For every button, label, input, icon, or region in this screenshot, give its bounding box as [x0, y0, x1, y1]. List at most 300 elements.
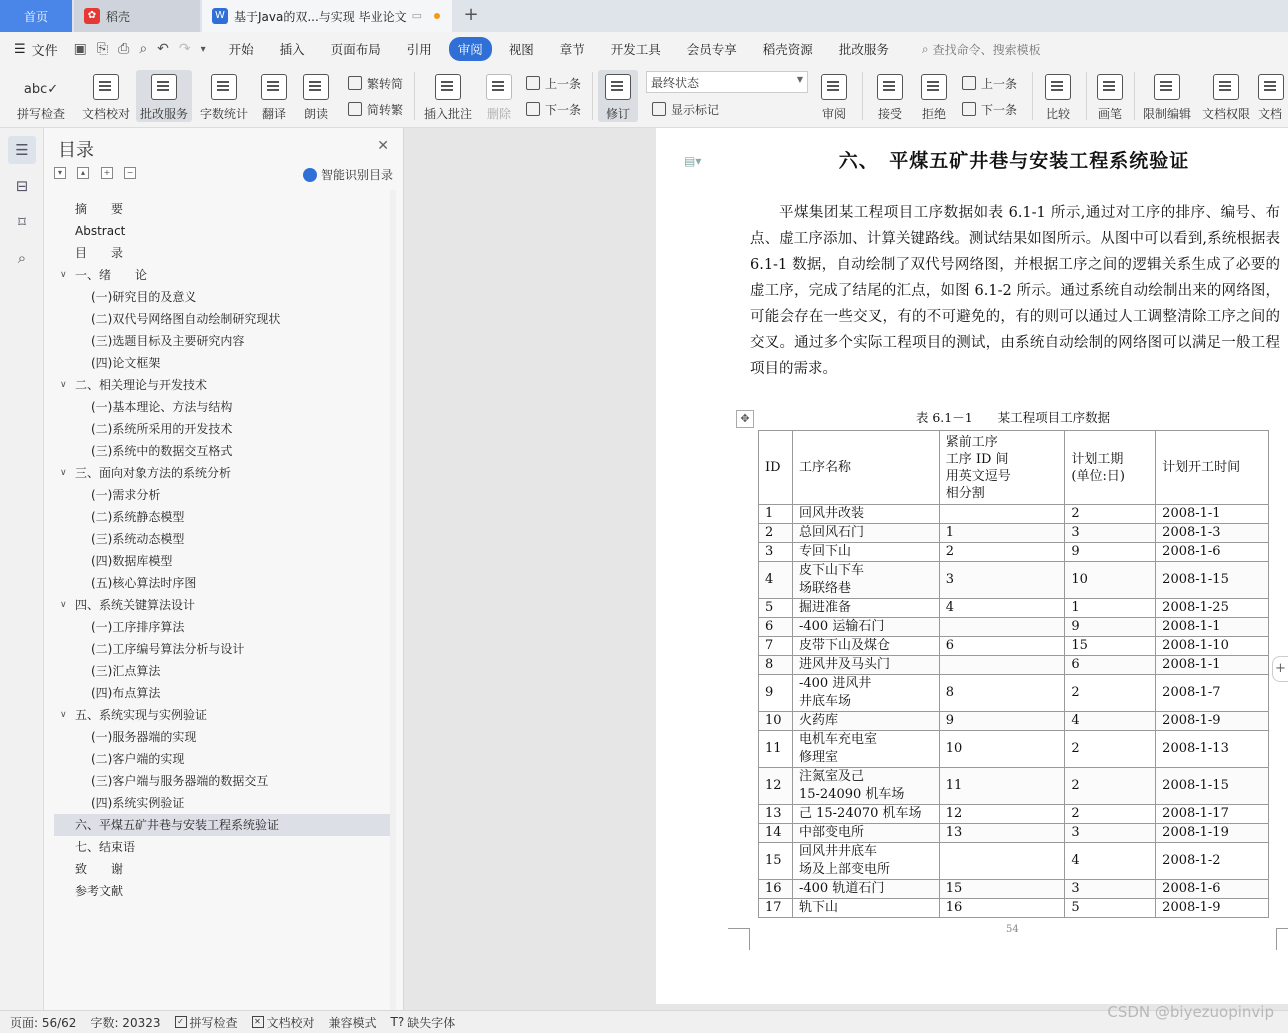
close-icon[interactable]: ✕ — [377, 138, 389, 154]
review-pane-label: 审阅 — [821, 107, 846, 121]
pen-label: 画笔 — [1097, 107, 1122, 121]
document-canvas — [404, 128, 1288, 1010]
tab-bar — [0, 0, 1288, 32]
toc-list — [54, 198, 398, 902]
prev-comment-button[interactable] — [526, 72, 581, 94]
chevron-down-icon[interactable]: ∨ — [60, 270, 67, 280]
track-changes-label: 修订 — [605, 107, 630, 121]
table-row — [759, 543, 1269, 562]
track-changes-icon — [605, 74, 631, 100]
checkbox-icon: ✓ — [175, 1016, 187, 1028]
table-cell[interactable]: 2008-1-13 — [1156, 731, 1269, 768]
toc-item[interactable] — [54, 858, 398, 880]
table-header-cell: 工序名称 — [792, 431, 939, 505]
word-count-label: 字数统计 — [199, 107, 248, 121]
font-warning-icon: T? — [390, 1015, 405, 1029]
table-header-cell: 计划开工时间 — [1156, 431, 1269, 505]
tab-document[interactable] — [202, 0, 452, 32]
table-cell[interactable]: 注氮室及己 15-24090 机车场 — [792, 768, 939, 805]
toc-item-label: 目 录 — [75, 246, 124, 260]
table-cell[interactable]: 电机车充电室 修理室 — [792, 731, 939, 768]
tab-daoke[interactable] — [74, 0, 200, 32]
review-pane-button[interactable] — [814, 70, 854, 122]
file-menu[interactable] — [14, 40, 58, 59]
remove-heading-icon[interactable]: − — [124, 167, 136, 179]
table-cell[interactable]: 回风井井底车 场及上部变电所 — [792, 843, 939, 880]
table-cell[interactable]: 1 — [1065, 599, 1156, 618]
table-cell[interactable]: 9 — [1065, 618, 1156, 637]
ribbon-divider — [862, 72, 863, 120]
reject-button[interactable] — [914, 70, 954, 122]
toc-item[interactable] — [54, 638, 398, 660]
table-cell[interactable]: -400 进风井 井底车场 — [792, 675, 939, 712]
accept-button[interactable] — [870, 70, 910, 122]
delete-comment-button[interactable] — [480, 70, 518, 122]
table-cell[interactable]: 4 — [1065, 712, 1156, 731]
table-cell[interactable]: 2 — [1065, 805, 1156, 824]
ribbon-divider — [1134, 72, 1135, 120]
toc-item[interactable] — [54, 528, 398, 550]
table-cell[interactable]: 6 — [759, 618, 793, 637]
table-cell[interactable]: -400 运输石门 — [792, 618, 939, 637]
next-change-icon — [962, 102, 976, 116]
toc-item-label: (一)研究目的及意义 — [91, 290, 197, 304]
toc-item[interactable] — [54, 220, 398, 242]
table-cell[interactable]: 2008-1-9 — [1156, 712, 1269, 731]
menu-item[interactable]: 插入 — [279, 42, 305, 57]
table-cell[interactable]: 3 — [1065, 880, 1156, 899]
new-tab-button[interactable]: + — [463, 4, 479, 25]
compare-icon — [1045, 74, 1071, 100]
compare-button[interactable] — [1038, 70, 1078, 122]
toc-item-label: (二)工序编号算法分析与设计 — [91, 642, 245, 656]
table-cell[interactable]: 4 — [939, 599, 1065, 618]
table-cell[interactable]: 13 — [939, 824, 1065, 843]
toc-item[interactable] — [54, 242, 398, 264]
table-cell[interactable]: 2008-1-17 — [1156, 805, 1269, 824]
tab-home[interactable] — [0, 0, 72, 32]
display-state-value: 最终状态 — [651, 76, 700, 90]
command-search[interactable] — [922, 41, 1041, 58]
toc-pane-icon[interactable]: ☰ — [8, 136, 36, 164]
table-cell[interactable]: 8 — [939, 675, 1065, 712]
undo-icon[interactable]: ↶ — [157, 41, 169, 57]
table-cell[interactable]: 进风井及马头门 — [792, 656, 939, 675]
table-cell[interactable]: 15 — [1065, 637, 1156, 656]
menu-bar — [0, 32, 1288, 66]
toc-item[interactable] — [54, 330, 398, 352]
toc-item-label: (三)汇点算法 — [91, 664, 161, 678]
toc-item[interactable] — [54, 594, 398, 616]
table-cell[interactable]: 6 — [939, 637, 1065, 656]
menu-item[interactable]: 章节 — [559, 42, 585, 57]
table-cell[interactable]: 16 — [759, 880, 793, 899]
table-cell[interactable]: 2008-1-2 — [1156, 843, 1269, 880]
toc-scrollbar[interactable] — [390, 190, 396, 1010]
track-changes-button[interactable] — [598, 70, 638, 122]
bookmark-icon[interactable]: ⌑ — [18, 213, 26, 231]
compat-mode: 兼容模式 — [328, 1015, 377, 1030]
next-change-button[interactable] — [962, 98, 1017, 120]
toc-item-label: (二)客户端的实现 — [91, 752, 185, 766]
writer-doc-icon: W — [212, 8, 228, 24]
table-row — [759, 880, 1269, 899]
proof-icon: ✕ — [252, 1016, 264, 1028]
tab-daoke-label: 稻壳 — [106, 9, 131, 24]
menu-item[interactable]: 引用 — [406, 42, 432, 57]
table-cell[interactable]: 2008-1-6 — [1156, 880, 1269, 899]
table-cell[interactable]: 1 — [939, 524, 1065, 543]
table-cell[interactable]: 火药库 — [792, 712, 939, 731]
table-cell[interactable]: 2008-1-10 — [1156, 637, 1269, 656]
table-cell[interactable]: 3 — [939, 562, 1065, 599]
translate-button[interactable] — [256, 70, 292, 122]
simp-to-trad-button[interactable] — [348, 98, 403, 120]
add-side-icon[interactable]: + — [1272, 656, 1288, 682]
table-cell[interactable]: 2008-1-15 — [1156, 562, 1269, 599]
toc-item[interactable] — [54, 660, 398, 682]
toc-item-label: (三)系统动态模型 — [91, 532, 185, 546]
table-cell[interactable]: 10 — [759, 712, 793, 731]
toc-item[interactable] — [54, 726, 398, 748]
toc-item-label: (四)布点算法 — [91, 686, 161, 700]
table-cell[interactable]: 7 — [759, 637, 793, 656]
chevron-down-icon[interactable]: ∨ — [60, 600, 67, 610]
collapse-all-icon[interactable]: ▾ — [54, 167, 66, 179]
watermark: CSDN @biyezuopinvip — [1107, 1003, 1274, 1021]
table-row — [759, 768, 1269, 805]
toc-item-label: 摘 要 — [75, 202, 124, 216]
table-cell[interactable]: 2008-1-6 — [1156, 543, 1269, 562]
pen-button[interactable] — [1092, 70, 1128, 122]
table-cell[interactable]: 2008-1-1 — [1156, 656, 1269, 675]
trad-simp-icon — [348, 76, 362, 90]
toc-item[interactable] — [54, 616, 398, 638]
read-aloud-label: 朗读 — [303, 107, 328, 121]
ai-icon — [303, 168, 317, 182]
menu-item[interactable]: 开始 — [228, 42, 254, 57]
table-cell[interactable]: 轨下山 — [792, 899, 939, 918]
table-row — [759, 712, 1269, 731]
data-table — [758, 430, 1269, 918]
toc-item[interactable] — [54, 682, 398, 704]
word-count-icon — [211, 74, 237, 100]
search-icon: ⌕ — [921, 41, 929, 56]
table-cell[interactable]: 12 — [939, 805, 1065, 824]
save-icon[interactable]: ▣ — [73, 41, 87, 57]
ribbon-divider — [592, 72, 593, 120]
table-cell[interactable]: 12 — [759, 768, 793, 805]
table-cell[interactable]: 6 — [1065, 656, 1156, 675]
toc-item[interactable] — [54, 770, 398, 792]
status-proof-label: 文档校对 — [266, 1015, 315, 1030]
table-cell[interactable]: 2008-1-15 — [1156, 768, 1269, 805]
toc-item[interactable] — [54, 792, 398, 814]
table-cell[interactable]: 2008-1-19 — [1156, 824, 1269, 843]
table-cell[interactable]: 中部变电所 — [792, 824, 939, 843]
smart-toc-button[interactable] — [303, 166, 393, 183]
table-row — [759, 599, 1269, 618]
doc-proof-label: 文档校对 — [81, 107, 130, 121]
delete-comment-label: 删除 — [486, 107, 511, 121]
toc-item-label: (二)双代号网络图自动绘制研究现状 — [91, 312, 281, 326]
doc-rights-icon — [1213, 74, 1239, 100]
table-row — [759, 843, 1269, 880]
toc-item[interactable] — [54, 836, 398, 858]
chevron-down-icon[interactable]: ∨ — [60, 468, 67, 478]
toc-item[interactable] — [54, 308, 398, 330]
table-cell[interactable]: 2 — [1065, 731, 1156, 768]
table-cell[interactable]: 10 — [1065, 562, 1156, 599]
correct-service-button[interactable] — [136, 70, 192, 122]
table-cell[interactable]: 8 — [759, 656, 793, 675]
toc-item[interactable] — [54, 264, 398, 286]
toc-item[interactable] — [54, 374, 398, 396]
page-number: 54 — [1006, 924, 1019, 935]
toc-item[interactable] — [54, 462, 398, 484]
table-cell[interactable]: 9 — [1065, 543, 1156, 562]
toc-item-label: 参考文献 — [75, 884, 124, 898]
table-cell[interactable]: 2 — [1065, 675, 1156, 712]
toc-panel — [44, 128, 404, 1010]
next-comment-icon — [526, 102, 540, 116]
table-cell[interactable] — [939, 656, 1065, 675]
toc-item-label: (五)核心算法时序图 — [91, 576, 197, 590]
toc-item[interactable] — [54, 198, 398, 220]
show-marks-button[interactable] — [652, 98, 719, 120]
table-cell[interactable]: 9 — [759, 675, 793, 712]
table-cell[interactable] — [939, 843, 1065, 880]
smart-toc-label: 智能识别目录 — [320, 168, 393, 182]
prev-change-button[interactable] — [962, 72, 1017, 94]
simp-trad-icon — [348, 102, 362, 116]
ribbon-divider — [1086, 72, 1087, 120]
unsaved-dot-icon — [434, 13, 440, 19]
spell-check-button[interactable] — [10, 70, 72, 122]
accept-label: 接受 — [877, 107, 902, 121]
document-page — [656, 128, 1288, 1004]
menu-item[interactable]: 审阅 — [449, 37, 492, 61]
table-cell[interactable]: 掘进准备 — [792, 599, 939, 618]
table-cell[interactable]: 9 — [939, 712, 1065, 731]
expand-up-icon[interactable]: ▴ — [77, 167, 89, 179]
print-icon[interactable]: ⎙ — [118, 41, 130, 57]
prev-comment-label: 上一条 — [545, 76, 582, 91]
toc-item[interactable] — [54, 484, 398, 506]
toc-item-label: (三)系统中的数据交互格式 — [91, 444, 233, 458]
read-aloud-icon — [303, 74, 329, 100]
table-cell[interactable]: 15 — [939, 880, 1065, 899]
status-spell-check[interactable] — [175, 1014, 238, 1031]
menu-item[interactable]: 会员专享 — [686, 42, 737, 57]
ribbon-divider — [414, 72, 415, 120]
read-aloud-button[interactable] — [298, 70, 334, 122]
table-cell[interactable]: 1 — [759, 505, 793, 524]
toc-item[interactable] — [54, 572, 398, 594]
menu-item[interactable]: 开发工具 — [610, 42, 661, 57]
more-chevron-icon[interactable]: ▾ — [200, 43, 206, 55]
table-move-handle-icon[interactable]: ✥ — [736, 410, 754, 428]
doc-more-button[interactable] — [1258, 70, 1288, 122]
restrict-edit-button[interactable] — [1140, 70, 1194, 122]
table-cell[interactable]: 2 — [939, 543, 1065, 562]
table-cell[interactable]: 2008-1-3 — [1156, 524, 1269, 543]
toc-item[interactable] — [54, 506, 398, 528]
hamburger-icon: ☰ — [14, 41, 26, 57]
table-cell[interactable]: 5 — [759, 599, 793, 618]
toc-item[interactable] — [54, 286, 398, 308]
table-cell[interactable]: 2008-1-1 — [1156, 505, 1269, 524]
menu-item[interactable]: 批改服务 — [838, 42, 889, 57]
insert-comment-button[interactable] — [422, 70, 474, 122]
toc-item-label: (四)论文框架 — [91, 356, 161, 370]
word-count[interactable]: 字数: 20323 — [90, 1015, 161, 1030]
display-state-select[interactable] — [646, 71, 808, 93]
table-cell[interactable]: 2008-1-9 — [1156, 899, 1269, 918]
doc-rights-button[interactable] — [1198, 70, 1254, 122]
doc-rights-label: 文档权限 — [1201, 107, 1250, 121]
toc-item[interactable] — [54, 880, 398, 902]
delete-comment-icon — [486, 74, 512, 100]
table-cell[interactable]: 14 — [759, 824, 793, 843]
toc-item-label: 三、面向对象方法的系统分析 — [75, 466, 232, 480]
toc-item-label: 七、结束语 — [75, 840, 136, 854]
table-cell[interactable]: 2008-1-25 — [1156, 599, 1269, 618]
insert-comment-label: 插入批注 — [423, 107, 472, 121]
reject-label: 拒绝 — [921, 107, 946, 121]
table-cell[interactable]: 11 — [759, 731, 793, 768]
table-row — [759, 656, 1269, 675]
spell-check-label: 拼写检查 — [16, 107, 65, 121]
table-cell[interactable]: 总回风石门 — [792, 524, 939, 543]
table-row — [759, 618, 1269, 637]
table-cell[interactable]: 2 — [1065, 505, 1156, 524]
chevron-down-icon[interactable]: ∨ — [60, 380, 67, 390]
toc-item[interactable] — [54, 396, 398, 418]
table-row — [759, 505, 1269, 524]
toc-item[interactable] — [54, 418, 398, 440]
table-cell[interactable]: 10 — [939, 731, 1065, 768]
correct-service-label: 批改服务 — [139, 107, 188, 121]
toc-item[interactable] — [54, 704, 398, 726]
toc-item-label: 四、系统关键算法设计 — [75, 598, 196, 612]
prev-change-label: 上一条 — [981, 76, 1018, 91]
table-caption: 表 6.1－1 某工程项目工序数据 — [915, 410, 1111, 425]
toc-item[interactable] — [54, 748, 398, 770]
table-row — [759, 824, 1269, 843]
print-preview-icon[interactable]: ⌕ — [139, 41, 148, 57]
table-cell[interactable]: 4 — [759, 562, 793, 599]
table-cell[interactable]: 4 — [1065, 843, 1156, 880]
toc-item-label: 二、相关理论与开发技术 — [75, 378, 208, 392]
table-cell[interactable]: 回风井改装 — [792, 505, 939, 524]
correct-service-icon — [151, 74, 177, 100]
translate-icon — [261, 74, 287, 100]
toc-item[interactable] — [54, 440, 398, 462]
toc-item-current[interactable] — [54, 814, 390, 836]
table-cell[interactable]: 16 — [939, 899, 1065, 918]
toc-item-label: (二)系统静态模型 — [91, 510, 185, 524]
status-spell-label: 拼写检查 — [189, 1015, 238, 1030]
table-row — [759, 637, 1269, 656]
table-cell[interactable]: 17 — [759, 899, 793, 918]
toc-title: 目录 — [58, 140, 94, 161]
table-cell[interactable]: 专回下山 — [792, 543, 939, 562]
table-cell[interactable]: 2008-1-7 — [1156, 675, 1269, 712]
table-cell[interactable] — [939, 505, 1065, 524]
redo-icon[interactable]: ↷ — [178, 41, 191, 57]
chevron-down-icon[interactable]: ∨ — [60, 710, 67, 720]
status-bar — [0, 1010, 1288, 1033]
toc-item-label: Abstract — [75, 224, 126, 238]
restrict-edit-label: 限制编辑 — [1142, 107, 1191, 121]
word-count-button[interactable] — [198, 70, 250, 122]
doc-proof-button[interactable] — [78, 70, 134, 122]
next-comment-button[interactable] — [526, 98, 581, 120]
toc-item-label: (三)客户端与服务器端的数据交互 — [91, 774, 269, 788]
toc-item[interactable] — [54, 352, 398, 374]
menu-item[interactable]: 稻壳资源 — [762, 42, 813, 57]
chapter-nav-icon[interactable]: ⊟ — [15, 177, 29, 195]
table-cell[interactable]: 3 — [1065, 824, 1156, 843]
toc-item-label: (一)需求分析 — [91, 488, 161, 502]
table-cell[interactable]: 3 — [1065, 524, 1156, 543]
table-cell[interactable]: 皮下山下车 场联络巷 — [792, 562, 939, 599]
abc-check-icon: abc✓ — [23, 82, 59, 97]
menu-item[interactable]: 页面布局 — [330, 42, 381, 57]
trad-to-simp-button[interactable] — [348, 72, 403, 94]
table-cell[interactable]: 2 — [759, 524, 793, 543]
prev-change-icon — [962, 76, 976, 90]
table-cell[interactable]: 2 — [1065, 768, 1156, 805]
status-proof[interactable] — [252, 1014, 315, 1031]
toc-item-label: (三)选题目标及主要研究内容 — [91, 334, 245, 348]
missing-font-label: 缺失字体 — [407, 1015, 456, 1030]
toc-item[interactable] — [54, 550, 398, 572]
ribbon-divider — [1032, 72, 1033, 120]
page-indicator[interactable]: 页面: 56/62 — [10, 1015, 77, 1030]
table-cell[interactable]: 皮带下山及煤仓 — [792, 637, 939, 656]
add-heading-icon[interactable]: + — [101, 167, 113, 179]
tab-document-label: 基于Java的双...与实现 毕业论文 — [234, 9, 407, 24]
table-cell[interactable]: 15 — [759, 843, 793, 880]
export-pdf-icon[interactable]: ⎘ — [96, 41, 109, 57]
table-cell[interactable]: -400 轨道石门 — [792, 880, 939, 899]
menu-item[interactable]: 视图 — [508, 42, 534, 57]
page-options-icon[interactable]: ▤▾ — [684, 154, 702, 168]
doc-more-icon — [1258, 74, 1284, 100]
table-cell[interactable]: 11 — [939, 768, 1065, 805]
table-cell[interactable]: 3 — [759, 543, 793, 562]
table-cell[interactable]: 己 15-24070 机车场 — [792, 805, 939, 824]
find-icon[interactable]: ⌕ — [17, 249, 27, 267]
compare-label: 比较 — [1045, 107, 1070, 121]
body-paragraph: 平煤集团某工程项目工序数据如表 6.1-1 所示,通过对工序的排序、编号、布点、虚工序添加、计算关键路线。测试结果如图所示。从图中可以看到,系统根据表 6.1-1 数据，自动绘制了双代号网络图，并根据工序之间的逻辑关系生成了必要的虚工序，完成了结尾的汇点，如图 6.1-2 所示。通过系统自动绘制出来的网络图，可能会存在一些交叉，有的不可避免的，有的则可以通过人工调整清除工序之间的交叉。通过多个实际工程项目的测试，由系统自动绘制的网络图可以满足一般工程项目的需求。 — [750, 205, 1280, 377]
table-row — [759, 562, 1269, 599]
table-cell[interactable] — [939, 618, 1065, 637]
table-row — [759, 899, 1269, 918]
accept-icon — [877, 74, 903, 100]
table-cell[interactable]: 13 — [759, 805, 793, 824]
table-cell[interactable]: 5 — [1065, 899, 1156, 918]
simp-to-trad-label: 简转繁 — [367, 102, 404, 117]
table-row — [759, 524, 1269, 543]
missing-font[interactable] — [391, 1014, 456, 1031]
table-cell[interactable]: 2008-1-1 — [1156, 618, 1269, 637]
quick-access-toolbar — [74, 41, 206, 57]
next-comment-label: 下一条 — [545, 102, 582, 117]
table-row — [759, 731, 1269, 768]
